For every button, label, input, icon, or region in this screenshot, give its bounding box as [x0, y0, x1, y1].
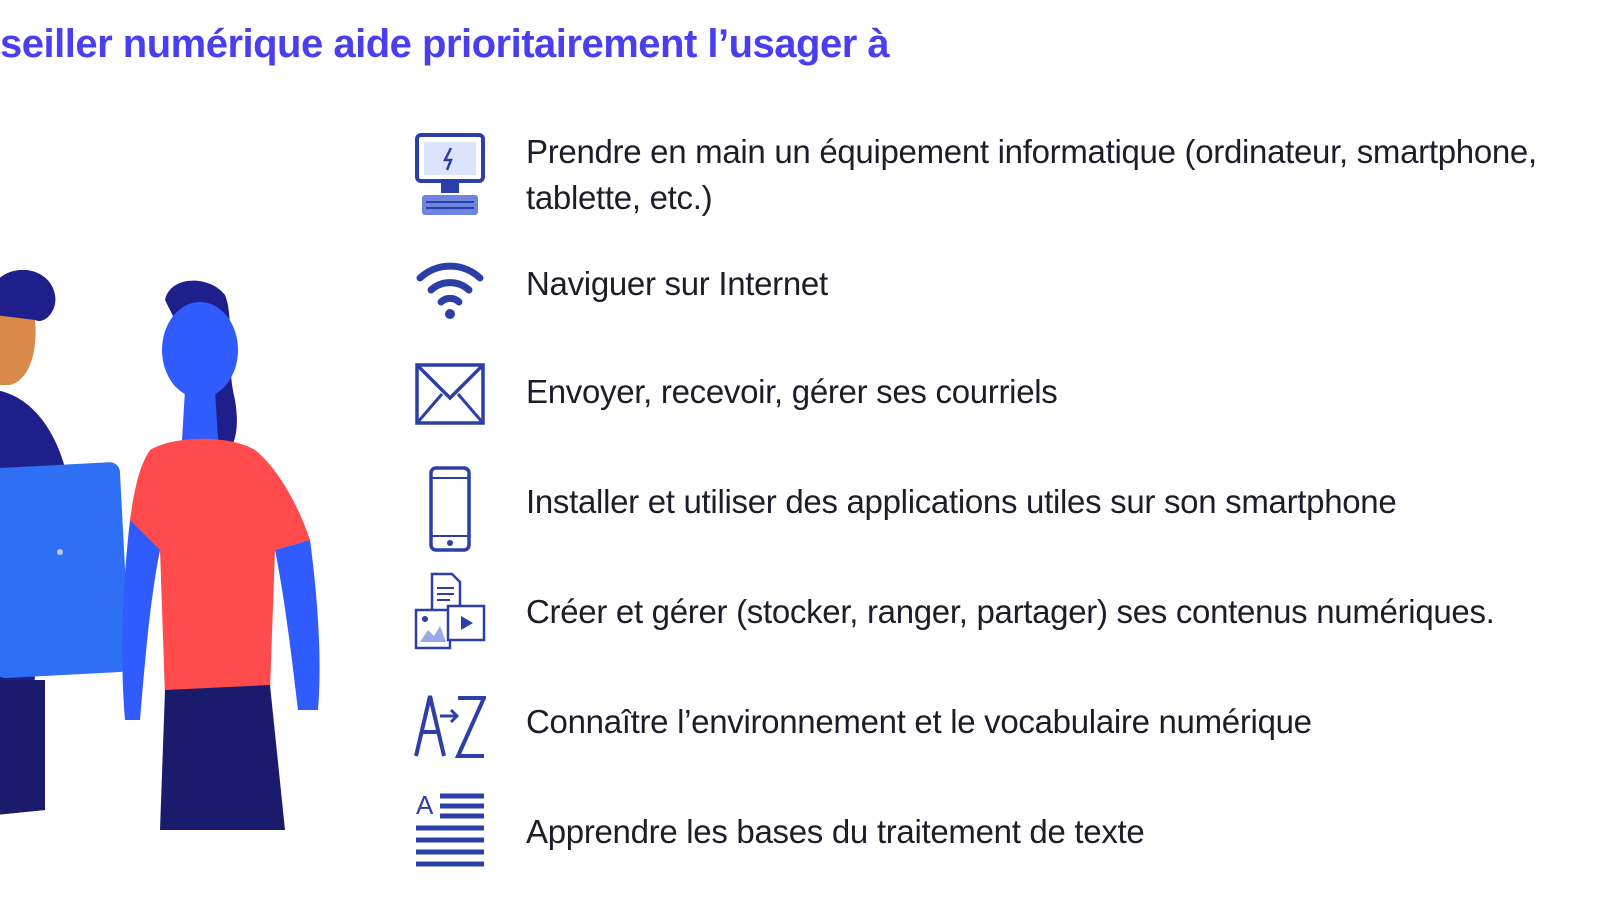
list-item-email: [414, 362, 1594, 426]
item-label: Installer et utiliser des applications utiles sur son smartphone: [526, 483, 1397, 520]
item-label-line1: Prendre en main un équipement informatique (ordinateur, smartphone,: [526, 133, 1537, 170]
item-label: Connaître l’environnement et le vocabulaire numérique: [526, 703, 1312, 740]
woman-head: [162, 302, 238, 398]
list-item-equipment: [414, 128, 1594, 228]
text-document-icon: [414, 790, 486, 874]
envelope-icon: [414, 362, 486, 426]
computer-icon: [414, 132, 486, 222]
list-item-vocabulary: [414, 690, 1594, 760]
item-label: Envoyer, recevoir, gérer ses courriels: [526, 373, 1058, 410]
tablet: [0, 462, 130, 679]
smartphone-icon: [414, 466, 486, 552]
woman-arm-right: [275, 540, 320, 710]
people-illustration: [0, 270, 340, 870]
a-to-z-icon: [414, 690, 486, 760]
item-label: Créer et gérer (stocker, ranger, partager) ses contenus numériques.: [526, 593, 1495, 630]
list-item-word-processing: [414, 790, 1594, 874]
wifi-icon: [414, 258, 486, 322]
item-label-line2: tablette, etc.): [526, 179, 713, 216]
man-face: [0, 315, 36, 385]
item-label: Naviguer sur Internet: [526, 265, 828, 302]
list-item-content: [414, 572, 1594, 652]
page-title: seiller numérique aide prioritairement l’usager à: [0, 22, 890, 66]
man-leg: [0, 680, 45, 815]
woman-arm-left: [122, 520, 160, 720]
item-label: Apprendre les bases du traitement de texte: [526, 813, 1145, 850]
svg-text:A: A: [416, 790, 434, 820]
list-item-apps: [414, 466, 1594, 552]
list-item-internet: [414, 258, 1594, 322]
tablet-camera: [57, 549, 63, 555]
woman-neck: [182, 390, 218, 440]
woman-skirt: [160, 685, 285, 830]
files-icon: [414, 572, 486, 652]
